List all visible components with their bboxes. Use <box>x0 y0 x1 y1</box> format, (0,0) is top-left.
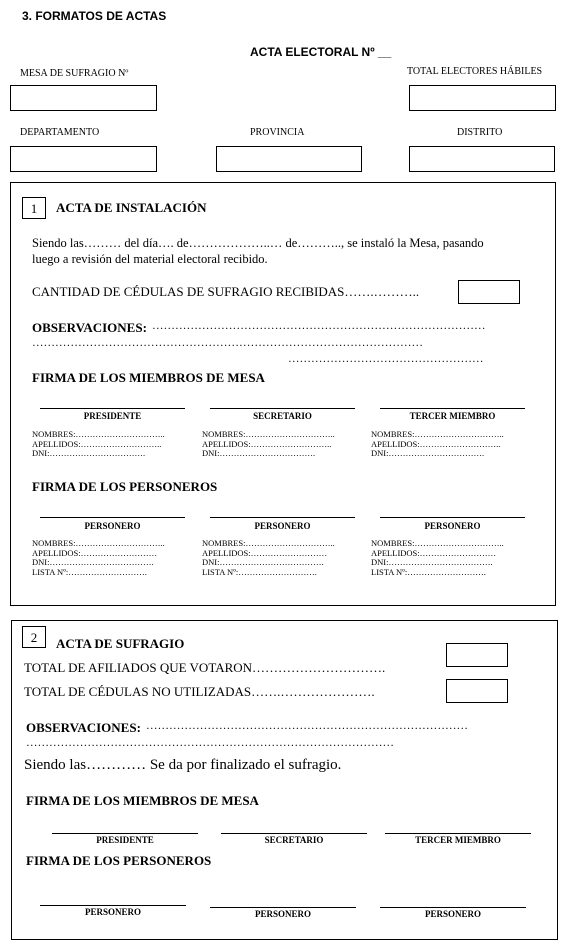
observaciones-dots-1: …………………………………………………………………………… <box>152 320 486 332</box>
observaciones-dots-2: ………………………………………………………………………………………… <box>32 337 423 349</box>
instalacion-text-line2: luego a revisión del material electoral recibido. <box>32 252 268 266</box>
member-fields: NOMBRES:………………………….. APELLIDOS:……………………….. DNI:……………………………. <box>371 429 504 458</box>
signature-role: TERCER MIEMBRO <box>409 411 496 421</box>
sufragio-obs-dots-2: …………………………………………………………………………………… <box>26 737 394 749</box>
signature-line <box>210 517 355 518</box>
no-utilizadas-field[interactable] <box>446 679 508 703</box>
distrito-field[interactable] <box>409 146 555 172</box>
instalacion-text-line1: Siendo las……… del día…. de………………..… de……….., se instaló la Mesa, pasando <box>32 236 484 250</box>
signature-role: PRESIDENTE <box>96 835 154 845</box>
total-electores-field[interactable] <box>409 85 556 111</box>
section-number-box <box>22 626 46 648</box>
total-electores-label: TOTAL ELECTORES HÁBILES <box>407 66 543 77</box>
signature-line <box>380 907 526 908</box>
section-title: 3. FORMATOS DE ACTAS <box>22 9 167 23</box>
signature-line <box>52 833 198 834</box>
provincia-field[interactable] <box>216 146 362 172</box>
signature-role: PERSONERO <box>424 909 481 919</box>
signature-line <box>380 517 525 518</box>
departamento-field[interactable] <box>10 146 157 172</box>
observaciones-label: OBSERVACIONES: <box>32 320 147 335</box>
instalacion-title: ACTA DE INSTALACIÓN <box>56 200 207 215</box>
signature-role: PERSONERO <box>424 521 481 531</box>
signature-role: PERSONERO <box>84 907 141 917</box>
sufragio-title: ACTA DE SUFRAGIO <box>56 636 185 651</box>
mesa-field[interactable] <box>10 85 157 111</box>
firma-personeros-title: FIRMA DE LOS PERSONEROS <box>32 479 218 494</box>
personero-fields: NOMBRES:………………………….. APELLIDOS:……………………… DNI:………………………………. LISTA Nº:………………………. <box>202 538 335 577</box>
sufragio-firma-miembros: FIRMA DE LOS MIEMBROS DE MESA <box>26 793 259 808</box>
signature-role: PERSONERO <box>254 909 311 919</box>
signature-line <box>210 907 356 908</box>
section-number: 1 <box>30 201 38 216</box>
sufragio-obs-dots-1: ………………………………………………………………………… <box>146 720 468 732</box>
signature-line <box>40 517 185 518</box>
signature-role: PERSONERO <box>254 521 311 531</box>
signature-line <box>380 408 525 409</box>
cedulas-label: CANTIDAD DE CÉDULAS DE SUFRAGIO RECIBIDAS…….……….. <box>32 284 420 299</box>
afiliados-field[interactable] <box>446 643 508 667</box>
section-number-box <box>22 197 46 219</box>
no-utilizadas-label: TOTAL DE CÉDULAS NO UTILIZADAS…….…………………. <box>24 684 375 699</box>
firma-miembros-title: FIRMA DE LOS MIEMBROS DE MESA <box>32 370 265 385</box>
section-number: 2 <box>30 630 38 645</box>
signature-role: TERCER MIEMBRO <box>415 835 501 845</box>
signature-role: SECRETARIO <box>264 835 324 845</box>
distrito-label: DISTRITO <box>457 127 503 138</box>
observaciones-dots-3: …………………………………………… <box>288 353 484 365</box>
afiliados-label: TOTAL DE AFILIADOS QUE VOTARON…………………………. <box>24 660 386 675</box>
sufragio-firma-personeros: FIRMA DE LOS PERSONEROS <box>26 853 212 868</box>
signature-line <box>221 833 367 834</box>
personero-fields: NOMBRES:………………………….. APELLIDOS:……………………… DNI:………………………………. LISTA Nº:………………………. <box>32 538 165 577</box>
acta-title: ACTA ELECTORAL Nº __ <box>250 45 392 59</box>
member-fields: NOMBRES:………………………….. APELLIDOS:……………………….. DNI:……………………………. <box>202 429 335 458</box>
signature-role: PERSONERO <box>84 521 141 531</box>
signature-role: SECRETARIO <box>253 411 312 421</box>
cedulas-field[interactable] <box>458 280 520 304</box>
mesa-label: MESA DE SUFRAGIO Nº <box>20 68 129 79</box>
provincia-label: PROVINCIA <box>250 127 305 138</box>
departamento-label: DEPARTAMENTO <box>20 127 100 138</box>
signature-line <box>385 833 531 834</box>
member-fields: NOMBRES:………………………….. APELLIDOS:……………………….. DNI:……………………………. <box>32 429 165 458</box>
personero-fields: NOMBRES:………………………….. APELLIDOS:……………………… DNI:………………………………. LISTA Nº:………………………. <box>371 538 504 577</box>
signature-line <box>40 408 185 409</box>
signature-role: PRESIDENTE <box>83 411 142 421</box>
signature-line <box>40 905 186 906</box>
sufragio-observaciones-label: OBSERVACIONES: <box>26 720 141 735</box>
signature-line <box>210 408 355 409</box>
siendo-text: Siendo las………… Se da por finalizado el sufragio. <box>24 757 342 772</box>
